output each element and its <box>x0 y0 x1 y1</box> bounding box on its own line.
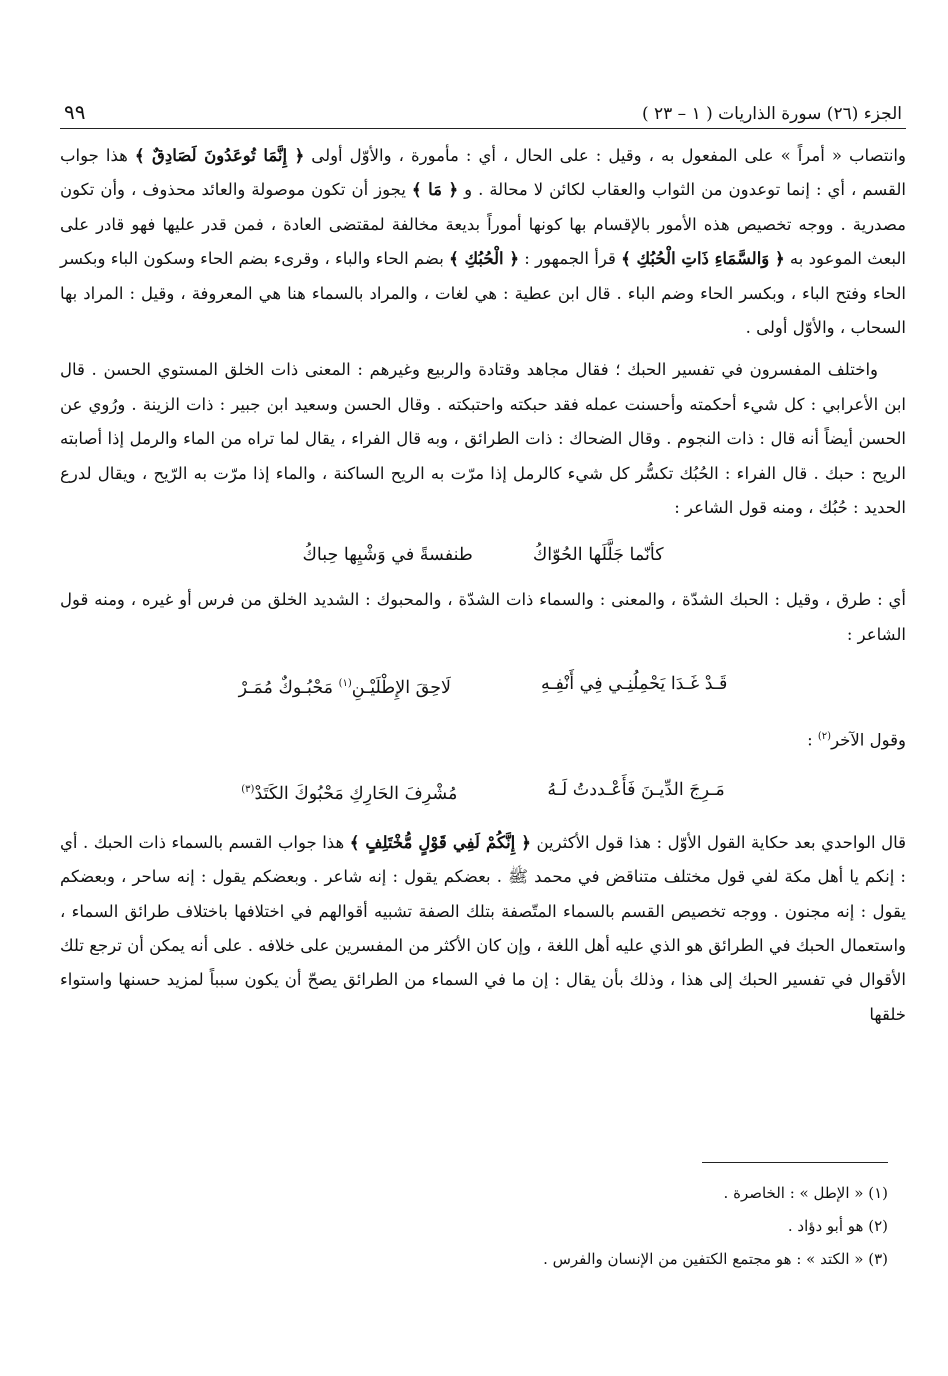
other-poet-line <box>60 720 906 758</box>
text-run: يجوز أن تكون موصولة والعائد محذوف ، وأن تكون مصدرية . ووجه تخصيص هذه الأمور بالإقسام بها كونها أموراً بديعة مخالفة لمقتضى العادة ، فمن قدر عليها فهو قادر على البعث الموعود به <box>60 180 906 269</box>
footnote-2: (٢) هو أبو دؤاد . <box>787 1217 888 1235</box>
poetry-verse-3 <box>60 768 906 816</box>
verse-hemistich <box>241 768 457 816</box>
paragraph-2: واختلف المفسرون في تفسير الحبك ؛ فقال مجاهد وقتادة والربيع وغيرهم : المعنى ذات الخلق المستوي الحسن . قال ابن الأعرابي : كل شيء أحكمته وأحسنت عمله فقد حبكته واحتبكته . وقال الحسن وسعيد ابن جبير : ذات الزينة . ورُوي عن الحسن أيضاً أنه قال : ذات النجوم . وقال الضحاك : ذات الطرائق ، وبه قال الفراء ، يقال لما تراه من الماء والرمل إذا أصابته الريح : حبك . قال الفراء : الحُبُك تكسُّر كل شيء كالرمل إذا مرّت به الريح الساكنة ، والماء إذا مرّت به الرّيح ، ويقال لدرع الحديد : حُبُك ، ومنه قول الشاعر : <box>60 360 906 518</box>
text-run: هذا جواب القسم ، أي : إنما توعدون من الثواب والعقاب لكائن لا محالة . و <box>60 146 906 200</box>
running-header <box>60 84 906 129</box>
poetry-verse-1 <box>60 533 906 577</box>
text-run: وقول الآخر <box>831 730 906 750</box>
paragraph-3: أي : طرق ، وقيل : الحبك الشدّة ، والمعنى : والسماء ذات الشدّة ، والمحبوك : الشديد الخلق من فرس أو غيره ، ومنه قول الشاعر : <box>60 590 906 644</box>
text-run: قرأ الجمهور : <box>519 249 622 269</box>
verse-hemistich: كأنّما جَلَّلَها الحُوّاكُ <box>532 545 664 566</box>
book-page <box>60 84 906 1040</box>
page-number: ٩٩ <box>64 100 86 124</box>
quran-verse: ﴿ وَالسَّمَاءِ ذَاتِ الْحُبُكِ ﴾ <box>621 249 785 269</box>
verse-text: مُشْرِفَ الحَارِكِ مَحْبُوكَ الكَتَدْ <box>254 783 458 804</box>
text-run: : <box>807 730 818 750</box>
paragraph-1 <box>60 139 906 345</box>
text-run: هذا جواب القسم بالسماء ذات الحبك . أي : إنكم يا أهل مكة لفي قول مختلف متناقض في محمد ﷺ . بعضكم يقول : إنه شاعر . وبعضكم يقول : إنه ساحر ، وبعضكم يقول : إنه مجنون . ووجه تخصيص القسم بالسماء المتّصفة بتلك الصفة تشبيه أقوالهم في اختلافها باختلاف طرائق السماء ، واستعمال الحبك في الطرائق هو الذي عليه أهل اللغة ، وإن كان الأكثر من المفسرين على خلافه . على أنه يمكن أن ترجع تلك الأقوال في تفسير الحبك إلى هذا ، وذلك بأن يقال : إن ما في السماء من الطرائق يصحّ أن يكون سبباً لمزيد حسنها واستواء خلقها <box>60 832 906 1024</box>
quran-verse: ﴿ مَا ﴾ <box>411 180 459 200</box>
verse-hemistich <box>239 662 451 710</box>
footnote-3: (٣) « الكتد » : هو مجتمع الكتفين من الإنسان والفرس . <box>543 1250 888 1268</box>
verse-hemistich: طنفسةً في وَشْيِها حِباكُ <box>302 545 473 566</box>
footnote-marker: (٣) <box>241 784 255 796</box>
paragraph-4 <box>60 826 906 1032</box>
footnote-1: (١) « الإطل » : الخاصرة . <box>723 1184 888 1202</box>
footnote-marker: (١) <box>338 678 352 690</box>
main-text <box>60 139 906 1032</box>
text-run: وانتصاب « أمراً » على المفعول به ، وقيل : على الحال ، أي : مأمورة ، والأوّل أولى <box>304 146 906 165</box>
verse-text: مَحْبُـوكٌ مُمَـرْ <box>238 678 339 699</box>
running-title: الجزء (٢٦) سورة الذاريات ( ١ – ٢٣ ) <box>641 104 902 124</box>
text-run: قال الواحدي بعد حكاية القول الأوّل : هذا قول الأكثرين <box>530 832 906 852</box>
quran-verse: ﴿ الْحُبُكِ ﴾ <box>449 249 520 269</box>
quran-verse: ﴿ إِنَّمَا تُوعَدُونَ لَصَادِقٌ ﴾ <box>134 146 305 165</box>
verse-hemistich: قَـدْ غَـدَا يَحْمِلُنِـي فِي أَنْفِـهِ <box>541 674 728 695</box>
text-run: بضم الحاء والباء ، وقرىء بضم الحاء وسكون الباء وبكسر الحاء وفتح الباء ، وبكسر الحاء وضم الباء . قال ابن عطية : هي لغات ، والمراد بالسماء هنا هي المعروفة ، وقيل : المراد بها السحاب ، والأوّل أولى . <box>60 249 906 338</box>
footnote-divider <box>702 1162 888 1163</box>
footnote-marker: (٢) <box>817 731 832 743</box>
footnotes <box>42 1177 888 1276</box>
quran-verse: ﴿ إِنَّكُمْ لَفِي قَوْلٍ مُّخْتَلِفٍ ﴾ <box>349 832 531 852</box>
verse-hemistich: مَـرِجَ الدِّيـنَ فَأَعْـددتُ لَـهُ <box>547 780 725 801</box>
verse-text: لَاحِقَ الإِطْلَيْـنِ <box>351 678 452 699</box>
poetry-verse-2 <box>60 662 906 710</box>
